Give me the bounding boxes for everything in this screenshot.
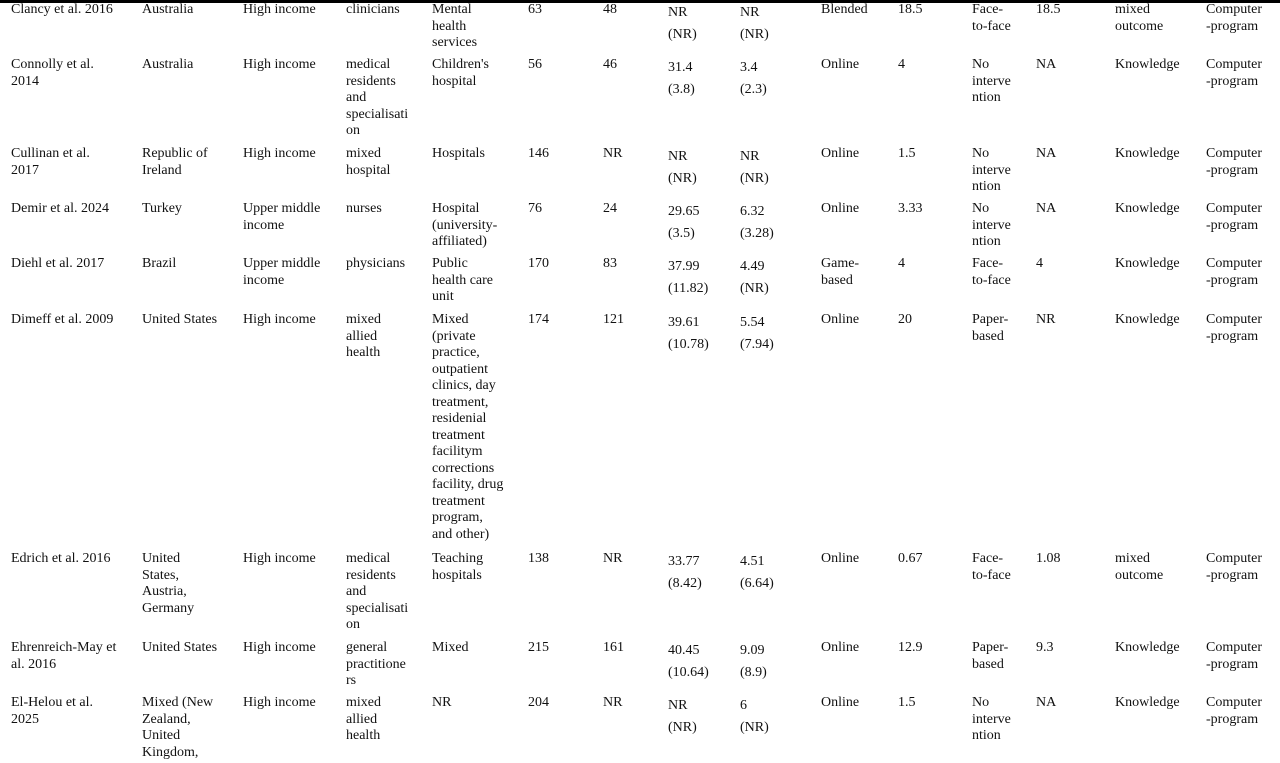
cell-study: Ehrenreich-May et al. 2016 bbox=[11, 640, 117, 672]
cell-n-female: 24 bbox=[603, 201, 617, 216]
cell-comparator-duration: 18.5 bbox=[1036, 2, 1061, 17]
cell-intervention-type: Computer -program bbox=[1206, 695, 1262, 727]
cell-income-level: High income bbox=[243, 146, 316, 161]
cell-duration: 18.5 bbox=[898, 2, 923, 17]
cell-profession: mixed allied health bbox=[346, 695, 381, 743]
cell-n-total: 174 bbox=[528, 312, 549, 327]
cell-comparator: Face- to-face bbox=[972, 256, 1011, 288]
cell-comparator-duration: 9.3 bbox=[1036, 640, 1054, 655]
cell-study: Cullinan et al. 2017 bbox=[11, 146, 90, 178]
cell-n-total: 170 bbox=[528, 256, 549, 271]
cell-outcome: Knowledge bbox=[1115, 201, 1180, 216]
cell-n-total: 146 bbox=[528, 146, 549, 161]
cell-intervention-type: Computer -program bbox=[1206, 640, 1262, 672]
cell-outcome: mixed outcome bbox=[1115, 551, 1164, 583]
cell-income-level: High income bbox=[243, 640, 316, 655]
cell-comparator: No interve ntion bbox=[972, 695, 1011, 743]
cell-experience-mean-sd: 3.4 (2.3) bbox=[740, 60, 767, 97]
cell-n-total: 76 bbox=[528, 201, 542, 216]
cell-comparator-duration: NA bbox=[1036, 146, 1057, 161]
cell-income-level: Upper middle income bbox=[243, 256, 321, 288]
cell-study: El-Helou et al. 2025 bbox=[11, 695, 94, 727]
cell-duration: 20 bbox=[898, 312, 912, 327]
cell-study: Edrich et al. 2016 bbox=[11, 551, 111, 566]
cell-income-level: High income bbox=[243, 2, 316, 17]
cell-delivery-mode: Game- based bbox=[821, 256, 860, 288]
cell-setting: Children's hospital bbox=[432, 57, 489, 89]
cell-duration: 0.67 bbox=[898, 551, 923, 566]
cell-setting: Mixed bbox=[432, 640, 469, 655]
cell-comparator-duration: NA bbox=[1036, 201, 1057, 216]
cell-n-female: 46 bbox=[603, 57, 617, 72]
cell-age-mean-sd: 33.77 (8.42) bbox=[668, 554, 702, 591]
cell-outcome: Knowledge bbox=[1115, 146, 1180, 161]
cell-profession: general practitione rs bbox=[346, 640, 406, 688]
cell-age-mean-sd: NR (NR) bbox=[668, 5, 697, 42]
cell-n-female: NR bbox=[603, 695, 623, 710]
cell-country: Republic of Ireland bbox=[142, 146, 208, 178]
cell-setting: Mental health services bbox=[432, 2, 478, 50]
cell-age-mean-sd: NR (NR) bbox=[668, 149, 697, 186]
cell-n-female: 161 bbox=[603, 640, 624, 655]
cell-profession: mixed hospital bbox=[346, 146, 391, 178]
cell-comparator: No interve ntion bbox=[972, 146, 1011, 194]
cell-n-total: 63 bbox=[528, 2, 542, 17]
cell-income-level: High income bbox=[243, 551, 316, 566]
cell-n-female: 121 bbox=[603, 312, 624, 327]
cell-intervention-type: Computer -program bbox=[1206, 57, 1262, 89]
cell-experience-mean-sd: 9.09 (8.9) bbox=[740, 643, 767, 680]
cell-duration: 4 bbox=[898, 57, 905, 72]
cell-n-total: 204 bbox=[528, 695, 549, 710]
cell-outcome: mixed outcome bbox=[1115, 2, 1164, 34]
cell-delivery-mode: Blended bbox=[821, 2, 868, 17]
cell-n-female: NR bbox=[603, 146, 623, 161]
cell-setting: NR bbox=[432, 695, 452, 710]
cell-country: United States, Austria, Germany bbox=[142, 551, 195, 616]
cell-outcome: Knowledge bbox=[1115, 695, 1180, 710]
cell-study: Demir et al. 2024 bbox=[11, 201, 109, 216]
cell-comparator: Face- to-face bbox=[972, 551, 1011, 583]
cell-setting: Hospitals bbox=[432, 146, 485, 161]
cell-n-female: 48 bbox=[603, 2, 617, 17]
cell-intervention-type: Computer -program bbox=[1206, 551, 1262, 583]
cell-experience-mean-sd: 4.49 (NR) bbox=[740, 259, 769, 296]
cell-duration: 4 bbox=[898, 256, 905, 271]
cell-study: Connolly et al. 2014 bbox=[11, 57, 94, 89]
cell-profession: nurses bbox=[346, 201, 382, 216]
cell-comparator-duration: 4 bbox=[1036, 256, 1043, 271]
cell-experience-mean-sd: 6 (NR) bbox=[740, 698, 769, 735]
cell-intervention-type: Computer -program bbox=[1206, 201, 1262, 233]
cell-country: Australia bbox=[142, 2, 194, 17]
cell-duration: 1.5 bbox=[898, 146, 916, 161]
cell-comparator-duration: NA bbox=[1036, 57, 1057, 72]
cell-experience-mean-sd: 5.54 (7.94) bbox=[740, 315, 774, 352]
cell-profession: mixed allied health bbox=[346, 312, 381, 360]
cell-comparator: Face- to-face bbox=[972, 2, 1011, 34]
cell-experience-mean-sd: NR (NR) bbox=[740, 149, 769, 186]
cell-income-level: High income bbox=[243, 695, 316, 710]
cell-income-level: Upper middle income bbox=[243, 201, 321, 233]
cell-profession: medical residents and specialisati on bbox=[346, 57, 409, 138]
cell-comparator: No interve ntion bbox=[972, 201, 1011, 249]
cell-study: Diehl et al. 2017 bbox=[11, 256, 105, 271]
cell-comparator-duration: NR bbox=[1036, 312, 1056, 327]
cell-comparator-duration: NA bbox=[1036, 695, 1057, 710]
cell-delivery-mode: Online bbox=[821, 312, 860, 327]
cell-country: Brazil bbox=[142, 256, 177, 271]
cell-study: Clancy et al. 2016 bbox=[11, 2, 113, 17]
cell-age-mean-sd: 37.99 (11.82) bbox=[668, 259, 709, 296]
cell-intervention-type: Computer -program bbox=[1206, 2, 1262, 34]
cell-experience-mean-sd: 6.32 (3.28) bbox=[740, 204, 774, 241]
cell-n-total: 138 bbox=[528, 551, 549, 566]
cell-country: United States bbox=[142, 640, 218, 655]
cell-duration: 12.9 bbox=[898, 640, 923, 655]
cell-n-female: NR bbox=[603, 551, 623, 566]
cell-profession: medical residents and specialisati on bbox=[346, 551, 409, 632]
cell-setting: Mixed (private practice, outpatient clinics, day treatment, residenial treatment facilitym corrections facility, drug treatment program, and other) bbox=[432, 312, 504, 542]
cell-country: Mixed (New Zealand, United Kingdom, bbox=[142, 695, 214, 760]
cell-outcome: Knowledge bbox=[1115, 640, 1180, 655]
cell-delivery-mode: Online bbox=[821, 551, 860, 566]
cell-intervention-type: Computer -program bbox=[1206, 146, 1262, 178]
cell-intervention-type: Computer -program bbox=[1206, 312, 1262, 344]
cell-intervention-type: Computer -program bbox=[1206, 256, 1262, 288]
cell-income-level: High income bbox=[243, 312, 316, 327]
cell-setting: Teaching hospitals bbox=[432, 551, 484, 583]
cell-income-level: High income bbox=[243, 57, 316, 72]
cell-comparator: Paper- based bbox=[972, 312, 1009, 344]
cell-experience-mean-sd: NR (NR) bbox=[740, 5, 769, 42]
cell-comparator-duration: 1.08 bbox=[1036, 551, 1061, 566]
cell-age-mean-sd: 29.65 (3.5) bbox=[668, 204, 700, 241]
cell-age-mean-sd: 31.4 (3.8) bbox=[668, 60, 695, 97]
cell-n-total: 215 bbox=[528, 640, 549, 655]
cell-n-female: 83 bbox=[603, 256, 617, 271]
cell-setting: Hospital (university- affiliated) bbox=[432, 201, 498, 249]
cell-comparator: Paper- based bbox=[972, 640, 1009, 672]
cell-delivery-mode: Online bbox=[821, 640, 860, 655]
cell-experience-mean-sd: 4.51 (6.64) bbox=[740, 554, 774, 591]
cell-age-mean-sd: NR (NR) bbox=[668, 698, 697, 735]
cell-n-total: 56 bbox=[528, 57, 542, 72]
cell-country: Turkey bbox=[142, 201, 182, 216]
cell-country: Australia bbox=[142, 57, 194, 72]
cell-outcome: Knowledge bbox=[1115, 312, 1180, 327]
cell-duration: 3.33 bbox=[898, 201, 923, 216]
cell-delivery-mode: Online bbox=[821, 57, 860, 72]
cell-study: Dimeff et al. 2009 bbox=[11, 312, 114, 327]
cell-profession: clinicians bbox=[346, 2, 400, 17]
cell-delivery-mode: Online bbox=[821, 695, 860, 710]
cell-profession: physicians bbox=[346, 256, 406, 271]
cell-outcome: Knowledge bbox=[1115, 57, 1180, 72]
cell-country: United States bbox=[142, 312, 218, 327]
cell-outcome: Knowledge bbox=[1115, 256, 1180, 271]
cell-duration: 1.5 bbox=[898, 695, 916, 710]
cell-delivery-mode: Online bbox=[821, 201, 860, 216]
cell-comparator: No interve ntion bbox=[972, 57, 1011, 105]
cell-age-mean-sd: 39.61 (10.78) bbox=[668, 315, 709, 352]
cell-age-mean-sd: 40.45 (10.64) bbox=[668, 643, 709, 680]
cell-delivery-mode: Online bbox=[821, 146, 860, 161]
cell-setting: Public health care unit bbox=[432, 256, 494, 304]
